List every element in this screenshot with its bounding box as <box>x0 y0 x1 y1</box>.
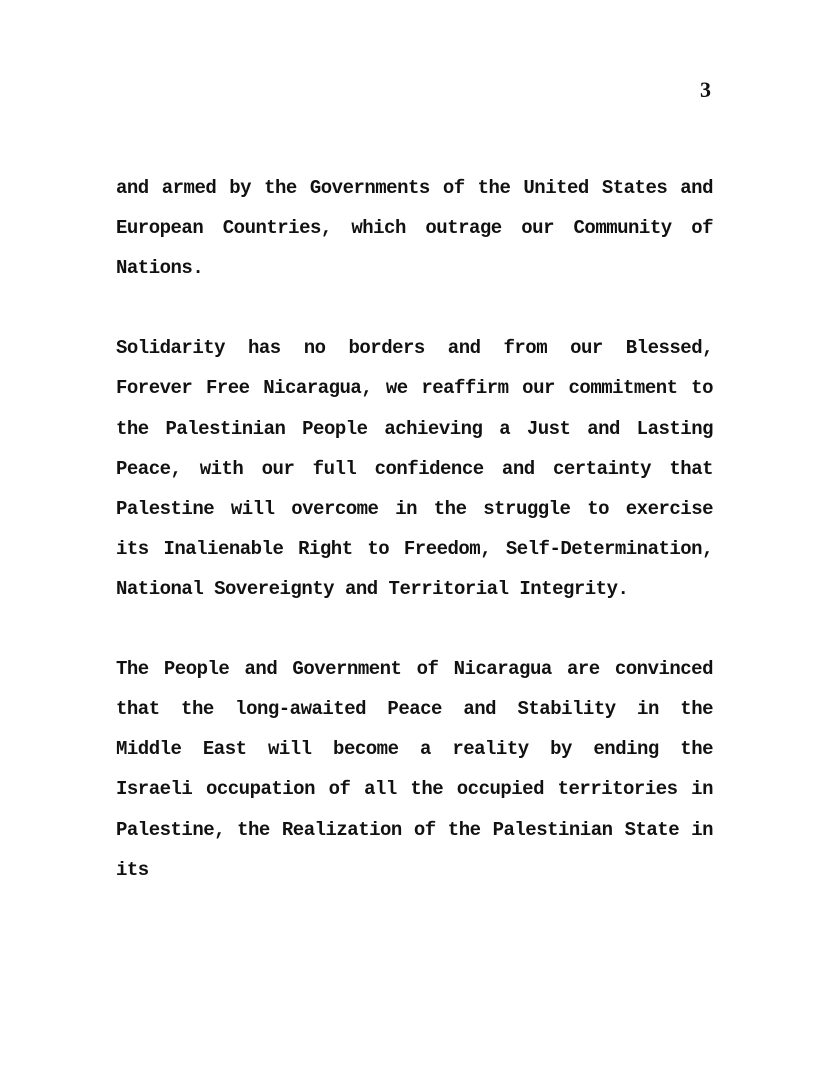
page-number: 3 <box>700 77 711 102</box>
paragraph-peace-middle-east: The People and Government of Nicaragua are convinced that the long-awaited Peace and Stability in the Middle East will become a reality by ending the Israeli occupation of all the occupied territories in Palestine, the Realization of the Palestinian State in its <box>116 658 713 881</box>
paragraph-solidarity: Solidarity has no borders and from our Blessed, Forever Free Nicaragua, we reaffirm our commitment to the Palestinian People achieving a Just and Lasting Peace, with our full confidence and certainty that Palestine will overcome in the struggle to exercise its Inalienable Right to Freedom, Self-Determination, National Sovereignty and Territorial Integrity. <box>116 337 713 600</box>
document-body <box>116 168 713 890</box>
paragraph-continuation: and armed by the Governments of the United States and European Countries, which outrage our Community of Nations. <box>116 177 713 280</box>
